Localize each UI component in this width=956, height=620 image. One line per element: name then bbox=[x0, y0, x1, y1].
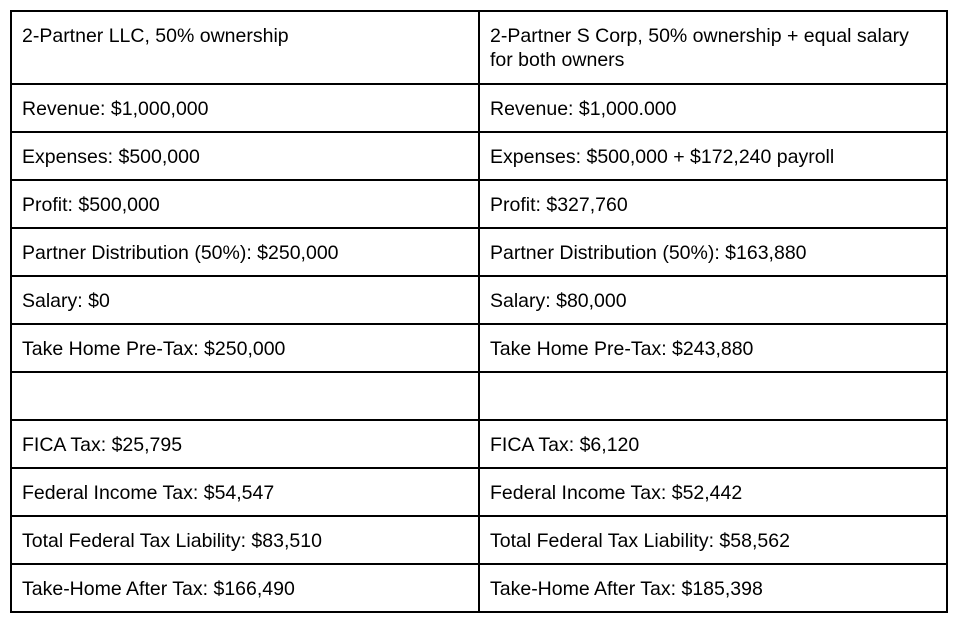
table-row-empty bbox=[11, 372, 947, 420]
table-row bbox=[11, 420, 947, 468]
llc-after-tax-cell: Take-Home After Tax: $166,490 bbox=[11, 564, 479, 612]
llc-fica-cell: FICA Tax: $25,795 bbox=[11, 420, 479, 468]
scorp-pretax-cell: Take Home Pre-Tax: $243,880 bbox=[479, 324, 947, 372]
scorp-fica-cell: FICA Tax: $6,120 bbox=[479, 420, 947, 468]
llc-federal-income-tax-cell: Federal Income Tax: $54,547 bbox=[11, 468, 479, 516]
llc-salary-cell: Salary: $0 bbox=[11, 276, 479, 324]
table-row bbox=[11, 132, 947, 180]
table-row bbox=[11, 276, 947, 324]
scorp-expenses-cell: Expenses: $500,000 + $172,240 payroll bbox=[479, 132, 947, 180]
scorp-profit-cell: Profit: $327,760 bbox=[479, 180, 947, 228]
llc-header-cell: 2-Partner LLC, 50% ownership bbox=[11, 11, 479, 84]
comparison-table bbox=[10, 10, 948, 613]
llc-empty-cell bbox=[11, 372, 479, 420]
llc-profit-cell: Profit: $500,000 bbox=[11, 180, 479, 228]
scorp-header-cell: 2-Partner S Corp, 50% ownership + equal salary for both owners bbox=[479, 11, 947, 84]
table-row bbox=[11, 564, 947, 612]
scorp-revenue-cell: Revenue: $1,000.000 bbox=[479, 84, 947, 132]
table-row bbox=[11, 180, 947, 228]
llc-total-tax-cell: Total Federal Tax Liability: $83,510 bbox=[11, 516, 479, 564]
table-header-row bbox=[11, 11, 947, 84]
scorp-after-tax-cell: Take-Home After Tax: $185,398 bbox=[479, 564, 947, 612]
llc-pretax-cell: Take Home Pre-Tax: $250,000 bbox=[11, 324, 479, 372]
scorp-distribution-cell: Partner Distribution (50%): $163,880 bbox=[479, 228, 947, 276]
table-row bbox=[11, 468, 947, 516]
table-row bbox=[11, 84, 947, 132]
scorp-total-tax-cell: Total Federal Tax Liability: $58,562 bbox=[479, 516, 947, 564]
llc-expenses-cell: Expenses: $500,000 bbox=[11, 132, 479, 180]
llc-distribution-cell: Partner Distribution (50%): $250,000 bbox=[11, 228, 479, 276]
scorp-empty-cell bbox=[479, 372, 947, 420]
table-row bbox=[11, 228, 947, 276]
table-row bbox=[11, 324, 947, 372]
table-row bbox=[11, 516, 947, 564]
scorp-salary-cell: Salary: $80,000 bbox=[479, 276, 947, 324]
scorp-federal-income-tax-cell: Federal Income Tax: $52,442 bbox=[479, 468, 947, 516]
llc-revenue-cell: Revenue: $1,000,000 bbox=[11, 84, 479, 132]
